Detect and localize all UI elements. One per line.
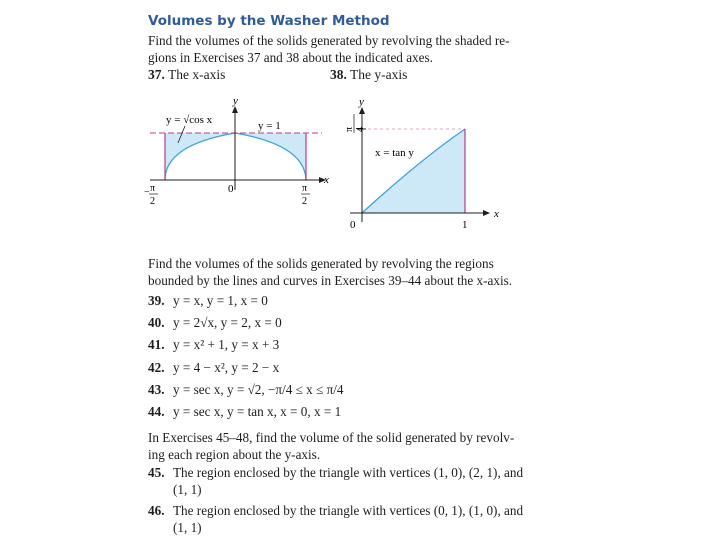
exercise-text-line-2: (1, 1) [173,519,202,535]
y-axis-label-37: y [233,95,238,107]
exercise-text-line-1: The region enclosed by the triangle with vertices (1, 0), (2, 1), and [173,465,524,480]
x-axis-label-38: x [494,208,499,220]
exercise-number: 43. [148,381,165,397]
curve-label-37: y = √cos x [166,114,213,126]
section-heading: Volumes by the Washer Method [148,13,390,29]
exercise-number: 39. [148,293,165,308]
section-3-paragraph [148,429,528,463]
section-3-line-2: ing each region about the y-axis. [148,447,321,462]
exercise-45 [148,465,538,498]
exercise-44 [148,401,538,423]
intro-line-2: gions in Exercises 37 and 38 about the indicated axes. [148,50,433,65]
exercise-number: 42. [148,359,165,375]
line-y1-label: y = 1 [258,120,281,132]
exercise-number: 40. [148,315,165,331]
tick-right-two: 2 [302,196,307,207]
exercise-40 [148,312,538,334]
tick-left-pi: π [150,183,156,194]
exercise-text: y = x² + 1, y = x + 3 [173,337,280,353]
exercise-41 [148,334,538,356]
section-2-line-2: bounded by the lines and curves in Exercises 39–44 about the x-axis. [148,273,513,288]
exercise-list [148,290,538,423]
x-axis-arrow-38 [483,210,490,216]
tick-right-pi: π [302,183,308,194]
exercise-43 [148,379,538,401]
exercise-37-text: The x-axis [168,67,226,82]
y-axis-label-38: y [359,96,364,108]
exercise-text: y = sec x, y = √2, −π/4 ≤ x ≤ π/4 [173,381,344,397]
section-2-line-1: Find the volumes of the solids generated by revolving the regions [148,256,494,271]
curve-label-38: x = tan y [375,147,414,159]
shaded-region-38 [362,129,465,213]
exercise-text: y = 2√x, y = 2, x = 0 [173,315,282,331]
exercise-39 [148,290,538,312]
tick-y-four: 4 [355,127,366,132]
section-2-paragraph [148,255,528,289]
exercise-list-2 [148,465,538,541]
exercise-42 [148,357,538,379]
exercise-text: y = 4 − x², y = 2 − x [173,359,280,375]
tick-left-two: 2 [150,196,155,207]
exercise-number: 45. [148,465,165,480]
exercise-37-number: 37. [148,67,165,82]
exercise-text-line-2: (1, 1) [173,481,202,497]
tick-y-label-38 [344,114,366,133]
origin-label-38: 0 [350,219,356,231]
section-3-line-1: In Exercises 45–48, find the volume of the solid generated by revolv- [148,430,515,445]
exercise-number: 41. [148,337,165,353]
tick-y-pi: π [344,126,355,132]
exercise-text: y = x, y = 1, x = 0 [173,293,268,308]
exercise-number: 46. [148,503,165,518]
exercise-text: y = sec x, y = tan x, x = 0, x = 1 [173,403,342,419]
x-axis-label-37: x [324,174,329,186]
exercise-38-number: 38. [330,67,347,82]
tick-left-minus: − [144,187,150,198]
origin-label-37: 0 [228,183,234,195]
exercise-46 [148,503,538,536]
intro-line-1: Find the volumes of the solids generated by revolving the shaded re- [148,33,510,48]
y-axis-arrow-38 [359,107,365,114]
tick-x-label-38: 1 [462,219,468,231]
exercise-38-text: The y-axis [350,67,408,82]
exercise-text-line-1: The region enclosed by the triangle with vertices (0, 1), (1, 0), and [173,503,524,518]
exercise-number: 44. [148,403,165,419]
